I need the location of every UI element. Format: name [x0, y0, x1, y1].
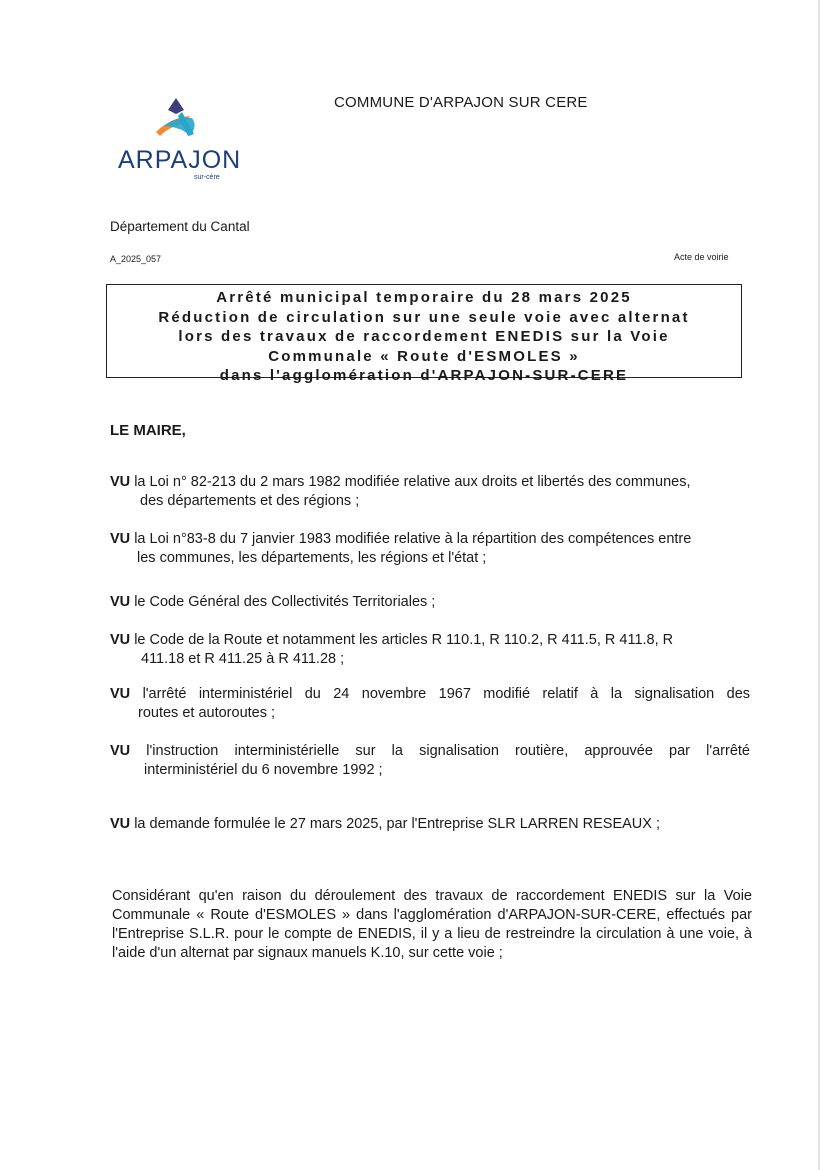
- vu-clause: [110, 685, 750, 704]
- vu-label: VU: [110, 743, 131, 759]
- vu-clause: [110, 815, 750, 834]
- logo-wordmark: ARPAJON: [118, 146, 242, 174]
- title-line: dans l'agglomération d'ARPAJON-SUR-CERE: [219, 367, 629, 384]
- considerant-paragraph: Considérant qu'en raison du déroulement des travaux de raccordement ENEDIS sur la Voie Communale « Route d'ESMOLES » dans l'agglomération d'ARPAJON-SUR-CERE, effectués par l'Entreprise S.L.R. pour le compte de ENEDIS, il y a lieu de restreindre la circulation à une voie, à l'aide d'un alternat par signaux manuels K.10, sur cette voie ;: [112, 888, 752, 961]
- vu-clause-cont: [110, 704, 750, 723]
- vu-label: VU: [110, 531, 131, 547]
- vu-text-cont: 411.18 et R 411.25 à R 411.28 ;: [141, 651, 345, 667]
- vu-text-cont: les communes, les départements, les régions et l'état ;: [137, 550, 487, 566]
- vu-text: la demande formulée le 27 mars 2025, par l'Entreprise SLR LARREN RESEAUX ;: [134, 816, 661, 832]
- arpajon-logo: [114, 96, 242, 186]
- vu-label: VU: [110, 474, 131, 490]
- title-box: [106, 284, 742, 384]
- vu-clause: [110, 742, 750, 761]
- vu-text: l'arrêté interministériel du 24 novembre 1967 modifié relatif à la signalisation des: [142, 686, 751, 702]
- title-line: Communale « Route d'ESMOLES »: [268, 347, 580, 365]
- vu-clause: [110, 530, 750, 568]
- commune-name: COMMUNE D'ARPAJON SUR CERE: [334, 94, 588, 111]
- vu-text: la Loi n° 82-213 du 2 mars 1982 modifiée relative aux droits et libertés des communes,: [134, 474, 691, 490]
- vu-clause: [110, 593, 750, 612]
- vu-clause-cont: [110, 761, 750, 780]
- vu-label: VU: [110, 594, 131, 610]
- vu-text: la Loi n°83-8 du 7 janvier 1983 modifiée relative à la répartition des compétences entre: [134, 531, 692, 547]
- vu-text: le Code de la Route et notamment les articles R 110.1, R 110.2, R 411.5, R 411.8, R: [134, 632, 674, 648]
- acte-type: Acte de voirie: [674, 252, 729, 262]
- vu-text-cont: interministériel du 6 novembre 1992 ;: [144, 762, 383, 778]
- vu-label: VU: [110, 686, 131, 702]
- title-line: lors des travaux de raccordement ENEDIS sur la Voie: [178, 328, 670, 345]
- vu-text-cont: des départements et des régions ;: [140, 493, 360, 509]
- page-edge: [818, 0, 820, 1170]
- reference-number: A_2025_057: [110, 254, 162, 264]
- vu-text-cont: routes et autoroutes ;: [138, 705, 276, 721]
- vu-label: VU: [110, 632, 131, 648]
- departement-label: Département du Cantal: [110, 219, 250, 234]
- vu-text: l'instruction interministérielle sur la signalisation routière, approuvée par l'arrêté: [146, 743, 750, 759]
- vu-label: VU: [110, 816, 131, 832]
- vu-clause: [110, 631, 750, 669]
- vu-clause: [110, 473, 750, 511]
- title-line: Arrêté municipal temporaire du 28 mars 2025: [216, 289, 632, 306]
- vu-text: le Code Général des Collectivités Territoriales ;: [134, 594, 436, 610]
- le-maire-heading: LE MAIRE,: [110, 422, 186, 439]
- logo-a-mark-icon: [146, 96, 206, 144]
- logo-subtitle: sur-cère: [194, 174, 220, 181]
- title-line: Réduction de circulation sur une seule voie avec alternat: [158, 308, 690, 326]
